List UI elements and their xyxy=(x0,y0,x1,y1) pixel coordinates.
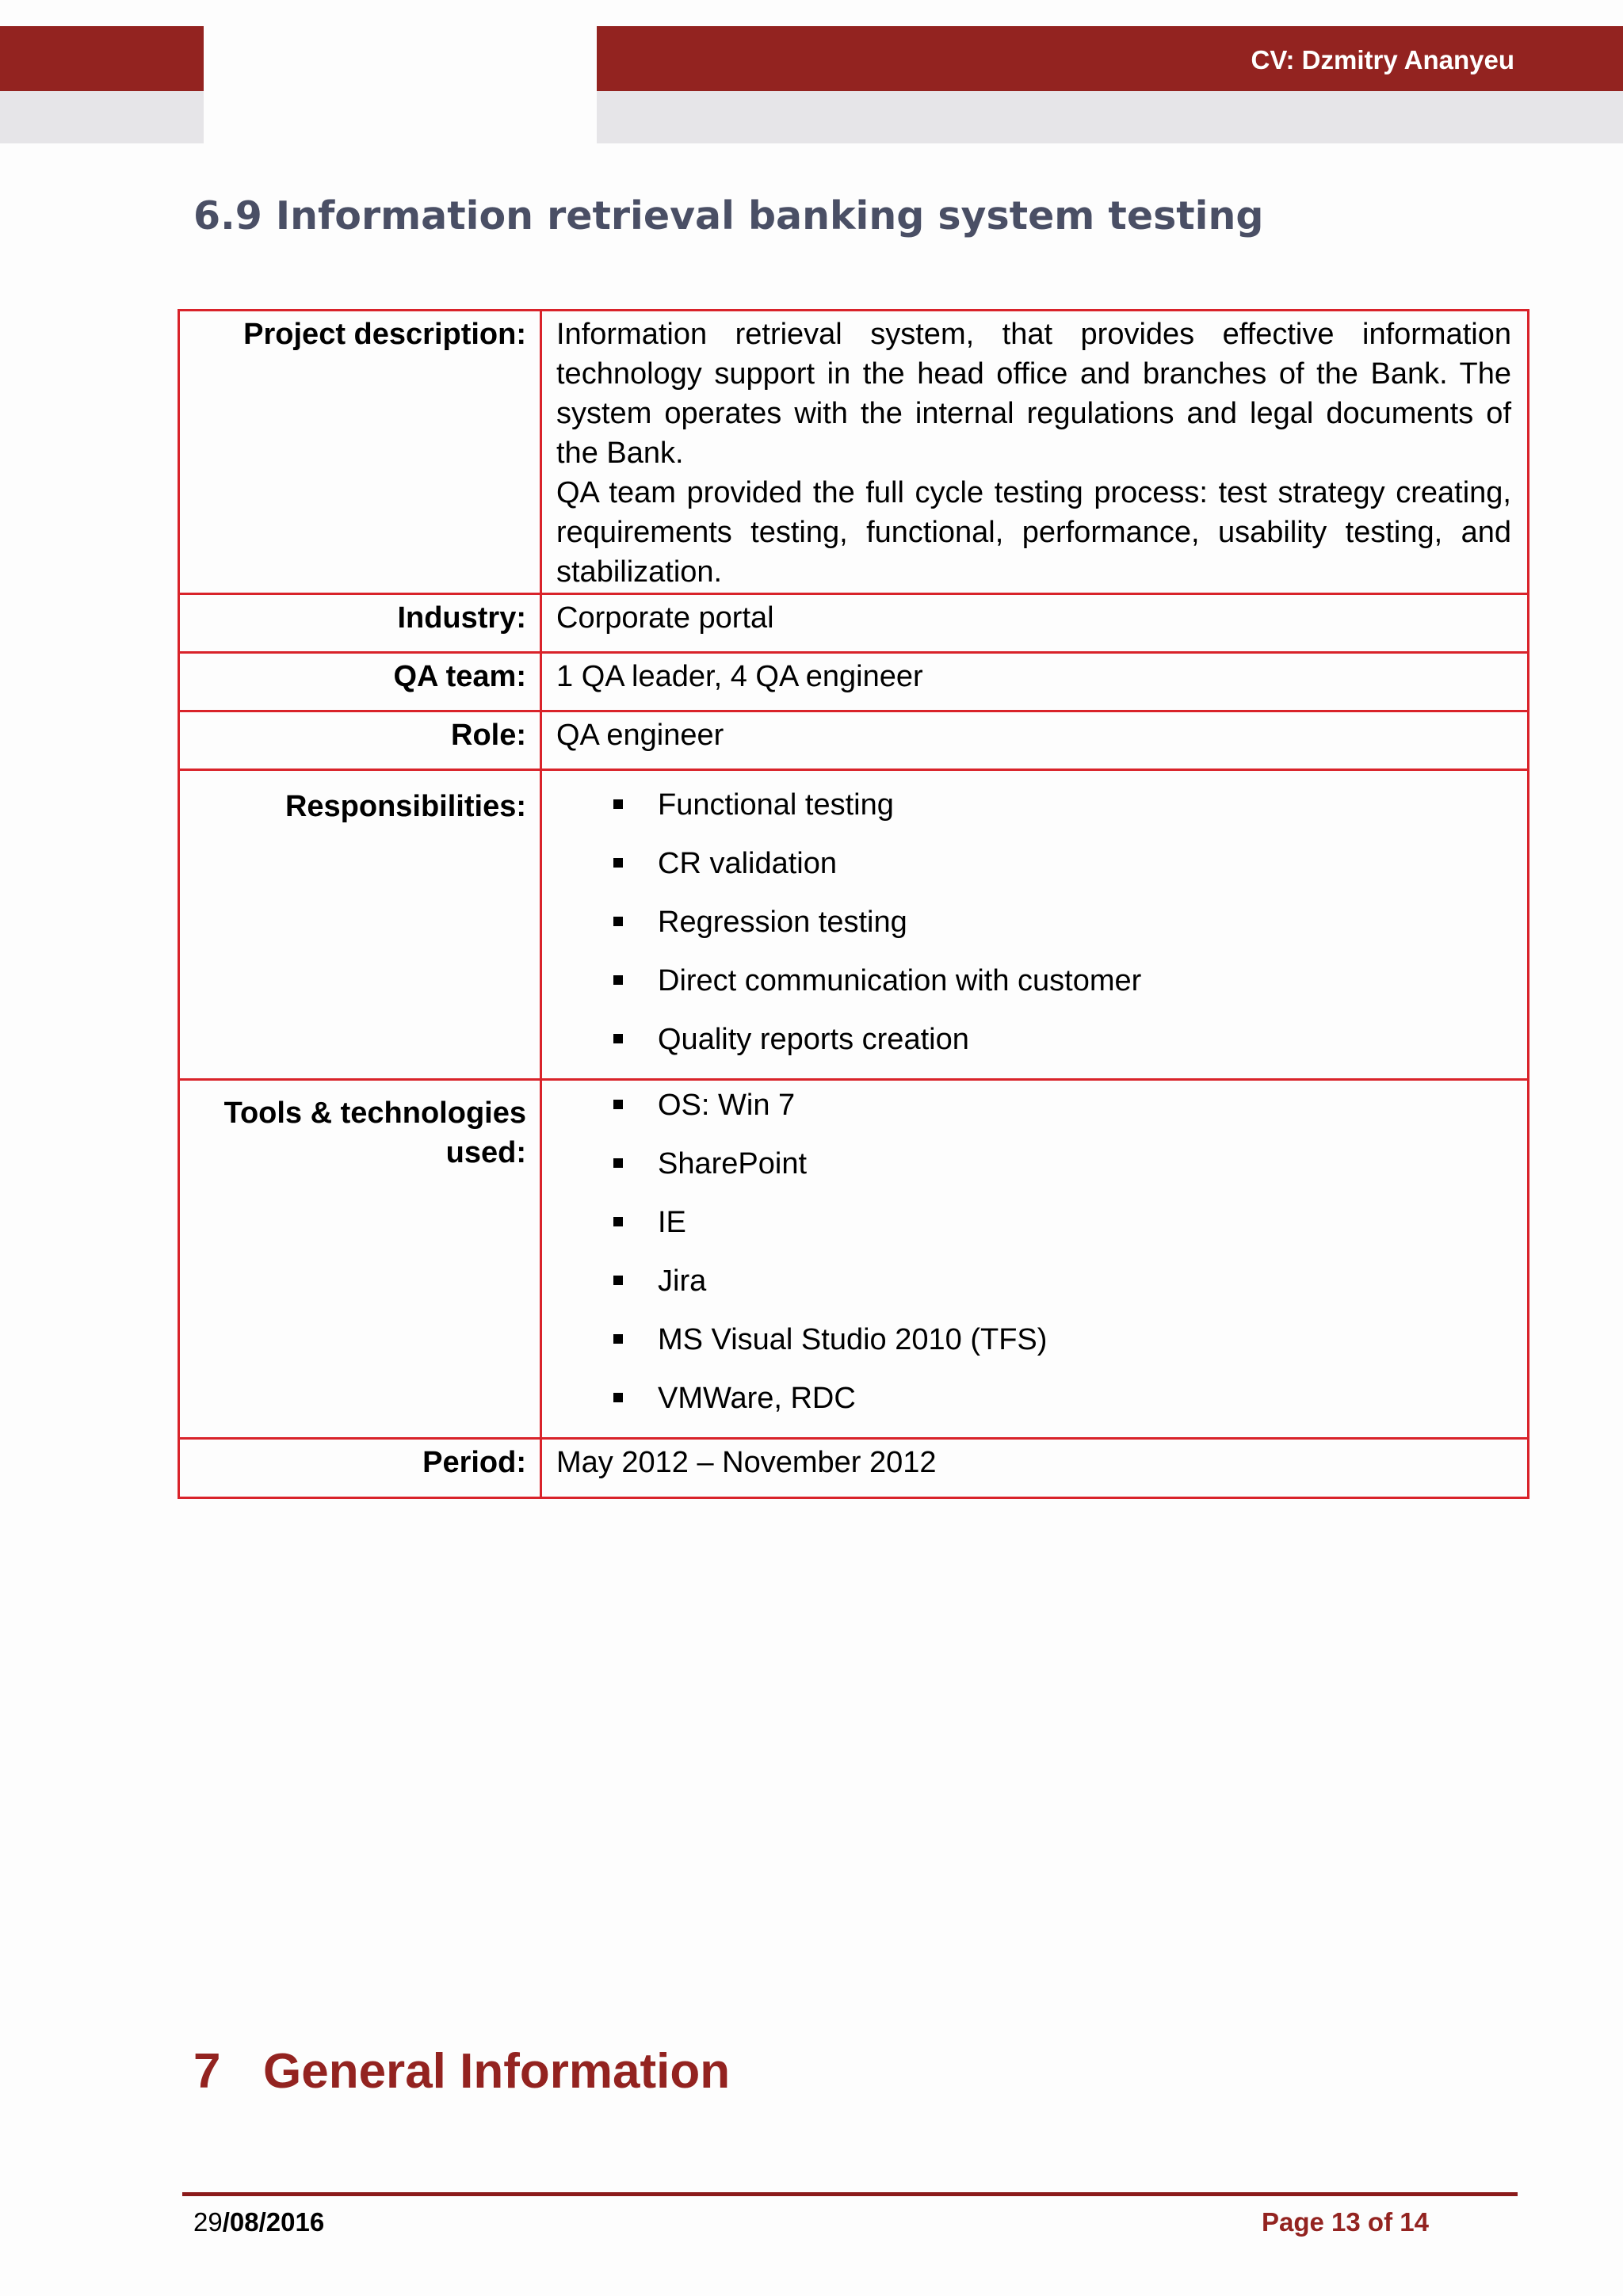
square-bullet-icon xyxy=(613,1158,623,1168)
list-item: CR validation xyxy=(556,844,1511,902)
period-label: Period: xyxy=(179,1439,541,1498)
table-row-industry xyxy=(179,594,1529,653)
role-value: QA engineer xyxy=(541,711,1529,770)
list-item: Jira xyxy=(556,1261,1511,1320)
section-heading: 6.9 Information retrieval banking system testing xyxy=(193,193,1264,238)
table-row-tools xyxy=(179,1080,1529,1439)
header-title: CV: Dzmitry Ananyeu xyxy=(1251,45,1514,74)
square-bullet-icon xyxy=(613,1034,623,1043)
header-band-left xyxy=(0,26,204,91)
description-value xyxy=(541,311,1529,594)
list-item: Direct communication with customer xyxy=(556,961,1511,1020)
square-bullet-icon xyxy=(613,1334,623,1344)
industry-value: Corporate portal xyxy=(541,594,1529,653)
role-label: Role: xyxy=(179,711,541,770)
description-paragraph-1: Information retrieval system, that provides effective information technology support in the head office and branches of the Bank. The system operates with the internal regulations and legal documents of the Bank. xyxy=(556,318,1511,470)
list-item: Regression testing xyxy=(556,902,1511,961)
table-row-description xyxy=(179,311,1529,594)
square-bullet-icon xyxy=(613,975,623,985)
responsibilities-label: Responsibilities: xyxy=(179,770,541,1080)
qa-team-label: QA team: xyxy=(179,653,541,711)
footer-date-rest: /08/2016 xyxy=(222,2207,325,2237)
square-bullet-icon xyxy=(613,1276,623,1285)
square-bullet-icon xyxy=(613,917,623,926)
table-row-responsibilities xyxy=(179,770,1529,1080)
period-value: May 2012 – November 2012 xyxy=(541,1439,1529,1498)
header-gray-band-right xyxy=(597,91,1623,143)
tools-list xyxy=(556,1084,1511,1437)
list-item: MS Visual Studio 2010 (TFS) xyxy=(556,1320,1511,1379)
tools-value xyxy=(541,1080,1529,1439)
industry-label: Industry: xyxy=(179,594,541,653)
square-bullet-icon xyxy=(613,1100,623,1109)
responsibilities-list xyxy=(556,774,1511,1078)
table-row-qa-team xyxy=(179,653,1529,711)
footer-date xyxy=(193,2206,324,2238)
footer-rule xyxy=(182,2192,1518,2196)
square-bullet-icon xyxy=(613,1217,623,1226)
table-row-period xyxy=(179,1439,1529,1498)
square-bullet-icon xyxy=(613,858,623,868)
list-item: OS: Win 7 xyxy=(556,1085,1511,1144)
list-item: VMWare, RDC xyxy=(556,1379,1511,1437)
tools-label-line-2: used: xyxy=(445,1136,526,1169)
list-item: IE xyxy=(556,1203,1511,1261)
table-row-role xyxy=(179,711,1529,770)
tools-label xyxy=(179,1080,541,1439)
footer-date-day: 29 xyxy=(193,2207,223,2237)
footer-page-number: Page 13 of 14 xyxy=(1262,2207,1429,2237)
list-item: Functional testing xyxy=(556,785,1511,844)
square-bullet-icon xyxy=(613,799,623,809)
header-gray-band-left xyxy=(0,91,204,143)
list-item: Quality reports creation xyxy=(556,1020,1511,1078)
section-7-title: General Information xyxy=(263,2044,731,2099)
list-item: SharePoint xyxy=(556,1144,1511,1203)
description-label: Project description: xyxy=(179,311,541,594)
section-7-heading xyxy=(193,2040,730,2103)
responsibilities-value xyxy=(541,770,1529,1080)
tools-label-line-1: Tools & technologies xyxy=(223,1097,526,1130)
project-table xyxy=(178,309,1529,1499)
description-paragraph-2: QA team provided the full cycle testing process: test strategy creating, requirements testing, functional, performance, usability testing, and stabilization. xyxy=(556,476,1511,589)
qa-team-value: 1 QA leader, 4 QA engineer xyxy=(541,653,1529,711)
section-7-number: 7 xyxy=(193,2044,221,2099)
square-bullet-icon xyxy=(613,1393,623,1402)
